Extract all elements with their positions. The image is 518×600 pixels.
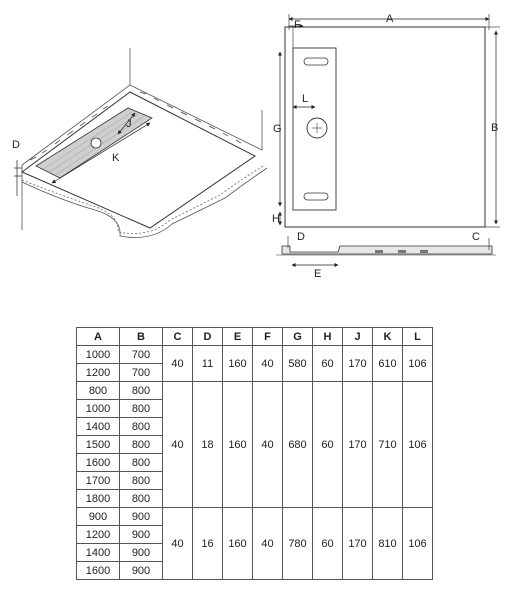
column-header: G [283,328,313,346]
dim-d-section-label: D [297,231,305,243]
cell-a: 1000 [77,346,120,364]
plan-view [272,13,500,227]
cell-b: 800 [120,472,163,490]
cell-e: 160 [223,508,253,580]
cell-b: 900 [120,526,163,544]
cell-k: 710 [373,382,403,508]
cell-d: 11 [193,346,223,382]
cell-k: 810 [373,508,403,580]
cell-a: 1200 [77,364,120,382]
dim-d-label: D [12,139,20,151]
dim-g-label: G [273,123,282,135]
cell-f: 40 [253,346,283,382]
column-header: B [120,328,163,346]
cell-a: 800 [77,382,120,400]
slot-bottom [304,193,328,200]
cell-c: 40 [163,508,193,580]
dim-j-label: J [126,118,132,130]
cell-c: 40 [163,346,193,382]
cell-j: 170 [343,508,373,580]
section-rib-1 [375,250,383,253]
cell-g: 580 [283,346,313,382]
cell-h: 60 [313,346,343,382]
dim-a-label: A [386,13,394,25]
dim-l-label: L [302,93,309,105]
dimensions-table [76,327,433,580]
column-header: H [313,328,343,346]
table-header-row [77,328,433,346]
dim-k-label: K [112,152,120,164]
slot-top [304,58,328,65]
column-header: A [77,328,120,346]
column-header: F [253,328,283,346]
section-profile [282,246,492,254]
column-header: C [163,328,193,346]
column-header: E [223,328,253,346]
floor-wave [22,168,267,238]
dim-c-label: C [472,231,480,243]
cell-e: 160 [223,382,253,508]
section-view [276,231,496,280]
dim-f-label: F [294,19,301,31]
column-header: K [373,328,403,346]
cell-h: 60 [313,508,343,580]
cell-l: 106 [403,382,433,508]
cell-b: 900 [120,508,163,526]
cell-g: 680 [283,382,313,508]
column-header: J [343,328,373,346]
isometric-view [12,48,267,238]
cell-a: 1400 [77,418,120,436]
cell-e: 160 [223,346,253,382]
table-row [77,382,433,400]
table-row [77,346,433,364]
cell-b: 800 [120,400,163,418]
cell-c: 40 [163,382,193,508]
section-rib-3 [420,250,428,253]
dim-h-label: H [272,213,280,225]
dim-e-label: E [314,268,322,280]
drain-outlet [91,138,101,148]
cell-b: 900 [120,562,163,580]
cell-b: 800 [120,490,163,508]
cell-g: 780 [283,508,313,580]
cell-k: 610 [373,346,403,382]
cell-b: 800 [120,436,163,454]
cell-a: 1000 [77,400,120,418]
cell-b: 800 [120,454,163,472]
cell-h: 60 [313,382,343,508]
cell-a: 1400 [77,544,120,562]
cell-l: 106 [403,346,433,382]
cell-b: 700 [120,364,163,382]
cell-j: 170 [343,346,373,382]
cell-a: 1600 [77,562,120,580]
cell-d: 16 [193,508,223,580]
section-rib-2 [398,250,406,253]
dim-b-label: B [491,122,499,134]
tile-pattern-back [140,92,241,143]
cell-l: 106 [403,508,433,580]
cell-a: 1200 [77,526,120,544]
column-header: L [403,328,433,346]
cell-a: 1600 [77,454,120,472]
table-row [77,508,433,526]
column-header: D [193,328,223,346]
cell-b: 700 [120,346,163,364]
cell-d: 18 [193,382,223,508]
cell-b: 800 [120,418,163,436]
cell-b: 800 [120,382,163,400]
cell-a: 900 [77,508,120,526]
cell-a: 1500 [77,436,120,454]
cell-f: 40 [253,382,283,508]
cell-a: 1700 [77,472,120,490]
cell-j: 170 [343,382,373,508]
cell-b: 900 [120,544,163,562]
cell-f: 40 [253,508,283,580]
cell-a: 1800 [77,490,120,508]
